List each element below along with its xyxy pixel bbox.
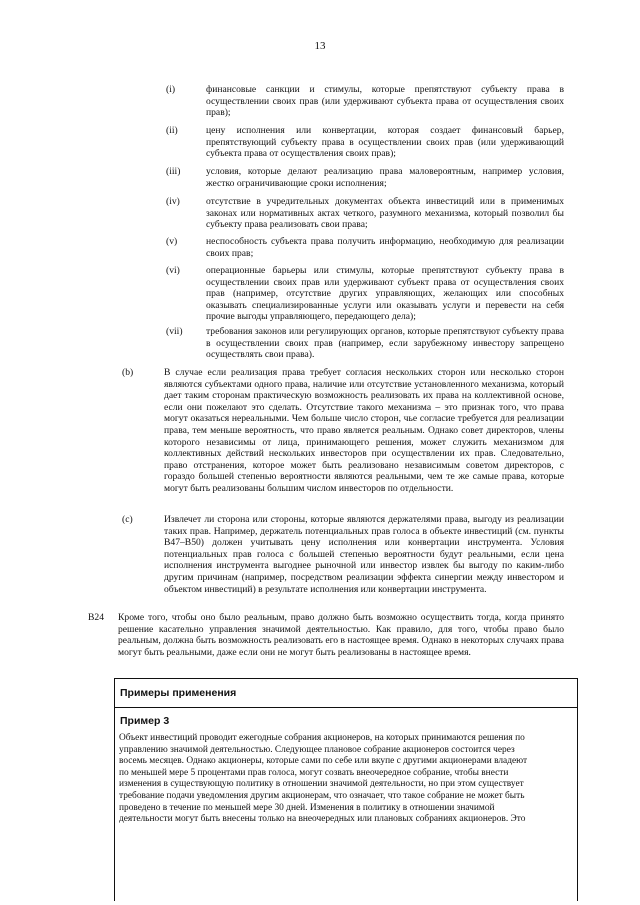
paragraph-c: Извлечет ли сторона или стороны, которые являются держателями права, выгоду из реализации таких прав. Например, держатель потенциальных прав голоса в объекте инвестиций (см. пункты B47–B50) должен учитывать цену исполнения или конвертации инструмента. Условия потенциальных прав голоса с большей степенью вероятности будут реальными, если цена исполнения инструмента выгоднее рыночной или инвестор извлек бы выгоду по каким-либо другим причинам (например, посредством реализации эффекта синергии между инвестором и объектом инвестиций) в результате исполнения или конвертации инструмента. xyxy=(164,514,564,595)
list-item-text: финансовые санкции и стимулы, которые препятствуют субъекту права в осуществлении своих прав (или удерживают субъекта права от осуществления своих прав); xyxy=(206,84,564,119)
examples-box xyxy=(114,678,578,901)
example-line: восемь месяцев. Однако акционеры, которые сами по себе или вкупе с другими акционерами владеют xyxy=(119,756,528,767)
page-number: 13 xyxy=(314,40,326,52)
example-line: проведено в течение по меньшей мере 30 дней. Изменения в политику в отношении значимой xyxy=(119,802,495,813)
example-heading: Пример 3 xyxy=(120,715,170,727)
example-body xyxy=(119,733,571,826)
list-item-number: (iv) xyxy=(166,196,180,207)
example-line: деятельности могут быть внесены только на внеочередных или плановых собраниях акционеров. Это xyxy=(119,814,526,825)
list-item-number: (ii) xyxy=(166,125,178,136)
example-line: требование подачи уведомления другим акционерам, что означает, что такое собрание не может быть xyxy=(119,790,525,801)
examples-box-title: Примеры применения xyxy=(120,687,237,699)
list-item-number: (vi) xyxy=(166,265,180,276)
list-item-text: неспособность субъекта права получить информацию, необходимую для реализации своих прав; xyxy=(206,236,564,259)
paragraph-b: В случае если реализация права требует согласия нескольких сторон или несколько сторон являются субъектами одного права, наличие или отсутствие установленного механизма, который дает таким сторонам практическую возможность реализовать их права на коллективной основе, если они пожелают это сделать. Отсутствие такого механизма – это признак того, что права могут оказаться нереальными. Чем больше число сторон, чье согласие требуется для реализации права, тем меньше вероятность, что право является реальным. Однако совет директоров, члены которого независимы от лица, принимающего решения, может служить механизмом для коллективных действий нескольких инвесторов при осуществлении их прав. Следовательно, право отстранения, которое может быть реализовано независимым советом директоров, с гораздо большей степенью вероятности являются реальными, чем те же самые права, которые могут быть реализованы большим числом инвесторов по отдельности. xyxy=(164,367,564,494)
example-line: по меньшей мере 5 процентами прав голоса, могут созвать внеочередное собрание, чтобы внести xyxy=(119,767,509,778)
example-line: изменения в существующую политику в отношении значимой деятельности, но при этом существует xyxy=(119,779,524,790)
list-item-number: (i) xyxy=(166,84,176,95)
list-item-text: операционные барьеры или стимулы, которые препятствуют субъекту права в осуществлении своих прав или удерживают субъект права от осуществления своих прав (например, отсутствие других управляющих, желающих или способных оказывать специализированные услуги или оказывать услуги и перевести на себя прочие выгоды управляющего, передающего дела); xyxy=(206,265,564,323)
list-item-text: требования законов или регулирующих органов, которые препятствуют субъекту права в осуществлении своих прав (например, если зарубежному инвестору запрещено осуществлять свои права). xyxy=(206,326,564,361)
paragraph-label: (b) xyxy=(122,367,134,378)
paragraph-label: (c) xyxy=(122,514,133,525)
paragraph-label: B24 xyxy=(88,612,104,623)
list-item-text: цену исполнения или конвертации, которая создает финансовый барьер, препятствующий субъекту права в осуществлении своих прав (или удерживающий субъекта права от осуществления своих прав); xyxy=(206,125,564,160)
paragraph-b24: Кроме того, чтобы оно было реальным, право должно быть возможно осуществить тогда, когда принято решение касательно управления значимой деятельностью. Как правило, для того, чтобы право было реальным, должна быть возможность реализовать его в настоящее время. Однако в некоторых случаях права могут быть реальными, даже если они не могут быть реализованы в настоящее время. xyxy=(118,612,564,658)
list-item-number: (vii) xyxy=(166,326,183,337)
example-line: Объект инвестиций проводит ежегодные собрания акционеров, на которых принимаются решения по xyxy=(119,733,525,743)
examples-box-header xyxy=(115,679,577,708)
example-line: управлению значимой деятельностью. Следующее плановое собрание акционеров состоится через xyxy=(119,744,515,755)
list-item-number: (v) xyxy=(166,236,178,247)
list-item-text: условия, которые делают реализацию права маловероятным, например условия, жестко ограничивающие сроки исполнения; xyxy=(206,166,564,189)
list-item-number: (iii) xyxy=(166,166,181,177)
list-item-text: отсутствие в учредительных документах объекта инвестиций или в применимых законах или нормативных актах четкого, разумного механизма, который позволил бы субъекту права реализовать свои права; xyxy=(206,196,564,231)
